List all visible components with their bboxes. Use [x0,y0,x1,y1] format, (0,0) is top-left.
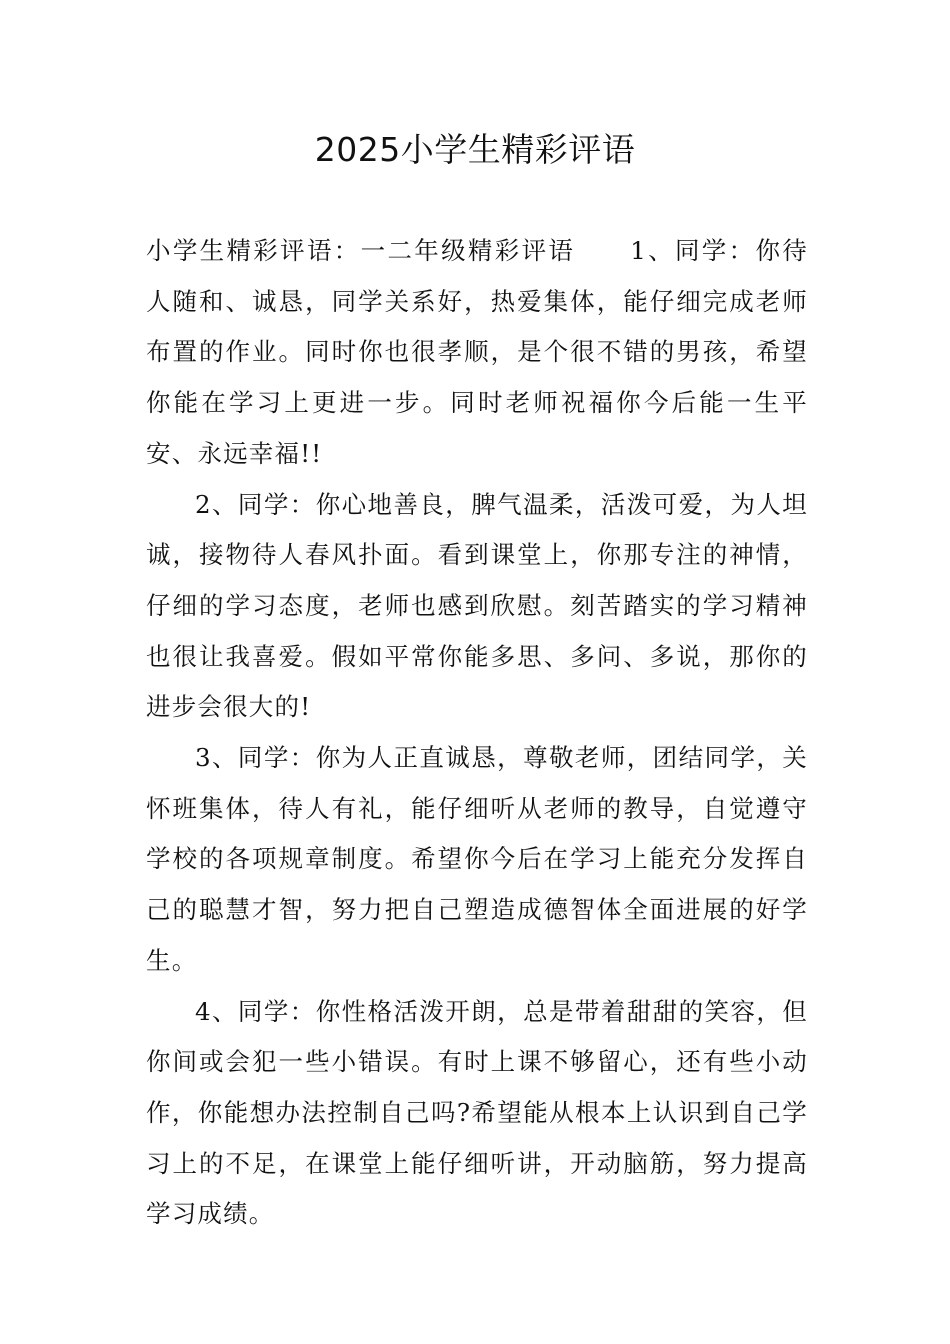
comment-3: 3、同学：你为人正直诚恳，尊敬老师，团结同学，关怀班集体，待人有礼，能仔细听从老师的教导，自觉遵守学校的各项规章制度。希望你今后在学习上能充分发挥自己的聪慧才智，努力把自己塑造成德智体全面进展的好学生。 [146,743,808,975]
document-body [146,226,808,1240]
document-title: 2025小学生精彩评语 [314,130,636,169]
comment-1: 1、同学：你待人随和、诚恳，同学关系好，热爱集体，能仔细完成老师布置的作业。同时你也很孝顺，是个很不错的男孩，希望你能在学习上更进一步。同时老师祝福你今后能一生平安、永远幸福!! [146,236,808,468]
intro-heading: 小学生精彩评语：一二年级精彩评语 [146,236,576,265]
comment-2: 2、同学：你心地善良，脾气温柔，活泼可爱，为人坦诚，接物待人春风扑面。看到课堂上，你那专注的神情，仔细的学习态度，老师也感到欣慰。刻苦踏实的学习精神也很让我喜爱。假如平常你能多思、多问、多说，那你的进步会很大的! [146,489,808,722]
comment-4: 4、同学：你性格活泼开朗，总是带着甜甜的笑容，但你间或会犯一些小错误。有时上课不够留心，还有些小动作，你能想办法控制自己吗?希望能从根本上认识到自己学习上的不足，在课堂上能仔细听讲，开动脑筋，努力提高学习成绩。 [146,996,808,1229]
intro-paragraph [146,226,808,480]
